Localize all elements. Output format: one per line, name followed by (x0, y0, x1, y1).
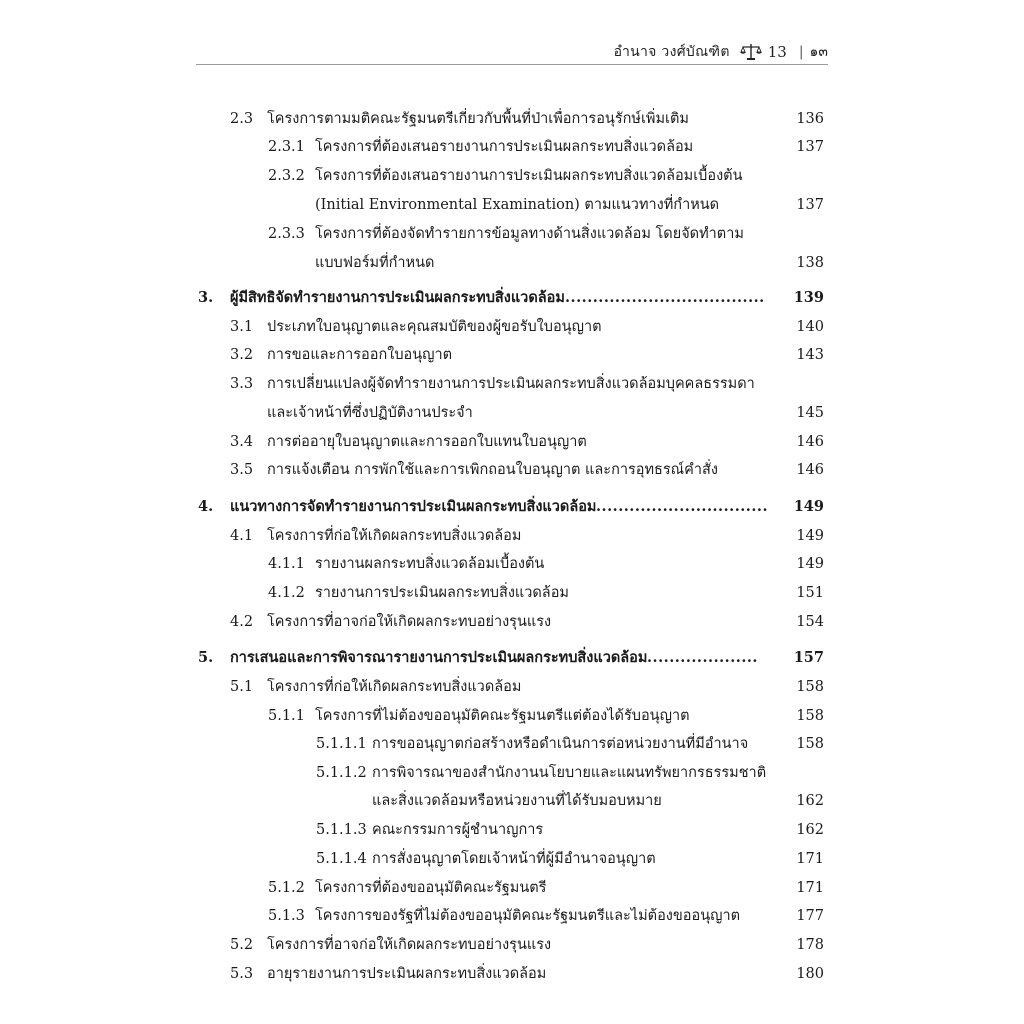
toc-entry-number: 2.3.1 (268, 139, 305, 155)
toc-entry-title: การสั่งอนุญาตโดยเจ้าหน้าที่ผู้มีอำนาจอนุญาต (372, 851, 656, 867)
toc-page-number: 149 (796, 556, 824, 572)
header-separator: | (798, 44, 804, 60)
toc-entry-title: โครงการที่ต้องเสนอรายงานการประเมินผลกระทบสิ่งแวดล้อม (315, 139, 694, 155)
toc-entry-title: การขออนุญาตก่อสร้างหรือดำเนินการต่อหน่วยงานที่มีอำนาจ (372, 736, 749, 752)
toc-entry-number: 5.1.3 (268, 908, 305, 924)
page-number-thai: ๑๓ (809, 44, 828, 60)
toc-page-number: 180 (796, 966, 824, 982)
toc-entry-title: โครงการที่อาจก่อให้เกิดผลกระทบอย่างรุนแรง (267, 614, 552, 630)
toc-entry-number: 5.1.1.3 (316, 822, 367, 838)
toc-chapter-row (0, 645, 1024, 671)
toc-page-number: 158 (796, 708, 824, 724)
toc-page-number: 171 (796, 851, 824, 867)
toc-page-number: 140 (796, 319, 824, 335)
page-number: 13 (767, 43, 787, 61)
toc-page-number: 149 (793, 498, 824, 515)
toc-entry-row (0, 609, 1024, 635)
toc-page-number: 149 (796, 528, 824, 544)
toc-entry-number: 2.3.2 (268, 168, 305, 184)
toc-entry-title: รายงานการประเมินผลกระทบสิ่งแวดล้อม (315, 585, 569, 601)
toc-entry-number: 3.4 (230, 434, 254, 450)
toc-entry-title: การเสนอและการพิจารณารายงานการประเมินผลกระทบสิ่งแวดล้อม (230, 649, 648, 666)
toc-entry-title: โครงการที่ต้องเสนอรายงานการประเมินผลกระทบสิ่งแวดล้อมเบื้องต้น (315, 168, 743, 184)
toc-entry-row (0, 551, 1024, 577)
toc-entry-row (0, 760, 1024, 786)
toc-entry-number: 4.1 (230, 528, 254, 544)
toc-page-number: 162 (796, 822, 824, 838)
toc-leader-dots: .................... (647, 649, 758, 666)
toc-entry-title: การเปลี่ยนแปลงผู้จัดทำรายงานการประเมินผลกระทบสิ่งแวดล้อมบุคคลธรรมดา (267, 376, 755, 392)
toc-entry-row (0, 903, 1024, 929)
toc-entry-number: 5.1.1.2 (316, 765, 367, 781)
toc-page-number: 177 (796, 908, 824, 924)
toc-page-number: 146 (796, 434, 824, 450)
toc-entry-row (0, 106, 1024, 132)
toc-entry-number: 3. (198, 289, 214, 306)
toc-entry-row (0, 163, 1024, 189)
toc-entry-number: 5.1.1.1 (316, 736, 367, 752)
toc-entry-title: โครงการที่ก่อให้เกิดผลกระทบสิ่งแวดล้อม (267, 679, 522, 695)
toc-entry-row (0, 703, 1024, 729)
toc-entry-title: อายุรายงานการประเมินผลกระทบสิ่งแวดล้อม (267, 966, 547, 982)
toc-entry-number: 4. (198, 498, 214, 515)
toc-page-number: 139 (793, 289, 824, 306)
toc-entry-number: 2.3 (230, 111, 254, 127)
toc-entry-title: ผู้มีสิทธิจัดทำรายงานการประเมินผลกระทบสิ่งแวดล้อม (230, 289, 565, 306)
toc-entry-row (0, 580, 1024, 606)
toc-entry-row (0, 457, 1024, 483)
toc-entry-row (0, 674, 1024, 700)
toc-page-number: 151 (796, 585, 824, 601)
toc-entry-row (0, 221, 1024, 247)
toc-entry-row (0, 192, 1024, 218)
toc-page-number: 137 (796, 139, 824, 155)
toc-entry-row (0, 817, 1024, 843)
toc-entry-number: 3.1 (230, 319, 254, 335)
toc-entry-row (0, 932, 1024, 958)
toc-entry-title: โครงการตามมติคณะรัฐมนตรีเกี่ยวกับพื้นที่ป่าเพื่อการอนุรักษ์เพิ่มเติม (267, 111, 689, 127)
toc-entry-number: 3.5 (230, 462, 254, 478)
toc-entry-title: รายงานผลกระทบสิ่งแวดล้อมเบื้องต้น (315, 556, 545, 572)
toc-leader-dots: .................................... (565, 289, 765, 306)
toc-entry-row (0, 875, 1024, 901)
toc-page-number: 143 (796, 347, 824, 363)
toc-entry-title: (Initial Environmental Examination) ตามแนวทางที่กำหนด (315, 197, 720, 213)
toc-entry-title: คณะกรรมการผู้ชำนาญการ (372, 822, 544, 838)
toc-chapter-row (0, 494, 1024, 520)
toc-entry-title: โครงการที่ไม่ต้องขออนุมัติคณะรัฐมนตรีแต่ต้องได้รับอนุญาต (315, 708, 690, 724)
toc-entry-number: 4.1.2 (268, 585, 305, 601)
toc-entry-row (0, 429, 1024, 455)
toc-entry-title: โครงการที่ต้องขออนุมัติคณะรัฐมนตรี (315, 880, 547, 896)
toc-leader-dots: ............................... (596, 498, 768, 515)
toc-page-number: 158 (796, 679, 824, 695)
toc-entry-title: การพิจารณาของสำนักงานนโยบายและแผนทรัพยากรธรรมชาติ (372, 765, 767, 781)
toc-entry-title: โครงการของรัฐที่ไม่ต้องขออนุมัติคณะรัฐมนตรีและไม่ต้องขออนุญาต (315, 908, 741, 924)
toc-entry-number: 5.3 (230, 966, 254, 982)
toc-page-number: 154 (796, 614, 824, 630)
toc-entry-number: 5.1.1.4 (316, 851, 367, 867)
toc-page-number: 171 (796, 880, 824, 896)
toc-page-number: 138 (796, 255, 824, 271)
toc-entry-title: โครงการที่ต้องจัดทำรายการข้อมูลทางด้านสิ่งแวดล้อม โดยจัดทำตาม (315, 226, 744, 242)
toc-page-number: 136 (796, 111, 824, 127)
toc-chapter-row (0, 285, 1024, 311)
toc-entry-title: แบบฟอร์มที่กำหนด (315, 255, 435, 271)
toc-page-number: 137 (796, 197, 824, 213)
toc-entry-number: 2.3.3 (268, 226, 305, 242)
toc-entry-title: ประเภทใบอนุญาตและคุณสมบัติของผู้ขอรับใบอนุญาต (267, 319, 602, 335)
toc-entry-title: โครงการที่ก่อให้เกิดผลกระทบสิ่งแวดล้อม (267, 528, 522, 544)
toc-page-number: 158 (796, 736, 824, 752)
author-name: อำนาจ วงศ์บัณฑิต (613, 44, 730, 60)
toc-page-number: 145 (796, 405, 824, 421)
toc-entry-title: แนวทางการจัดทำรายงานการประเมินผลกระทบสิ่งแวดล้อม (230, 498, 597, 515)
toc-entry-row (0, 731, 1024, 757)
toc-entry-title: การขอและการออกใบอนุญาต (267, 347, 453, 363)
toc-entry-row (0, 846, 1024, 872)
toc-entry-title: และเจ้าหน้าที่ซึ่งปฏิบัติงานประจำ (267, 405, 473, 421)
toc-entry-row (0, 134, 1024, 160)
toc-entry-title: การต่ออายุใบอนุญาตและการออกใบแทนใบอนุญาต (267, 434, 587, 450)
toc-entry-row (0, 400, 1024, 426)
toc-entry-title: และสิ่งแวดล้อมหรือหน่วยงานที่ได้รับมอบหมาย (372, 793, 662, 809)
toc-entry-row (0, 788, 1024, 814)
toc-entry-row (0, 371, 1024, 397)
toc-entry-row (0, 250, 1024, 276)
toc-entry-number: 5. (198, 649, 214, 666)
toc-entry-row (0, 523, 1024, 549)
toc-entry-row (0, 961, 1024, 987)
toc-entry-number: 5.1 (230, 679, 254, 695)
toc-entry-row (0, 314, 1024, 340)
toc-page-number: 146 (796, 462, 824, 478)
toc-entry-number: 5.1.1 (268, 708, 305, 724)
toc-page-number: 157 (793, 649, 824, 666)
toc-entry-number: 4.1.1 (268, 556, 305, 572)
toc-entry-number: 3.2 (230, 347, 254, 363)
toc-entry-title: โครงการที่อาจก่อให้เกิดผลกระทบอย่างรุนแรง (267, 937, 552, 953)
toc-entry-number: 3.3 (230, 376, 254, 392)
toc-entry-title: การแจ้งเตือน การพักใช้และการเพิกถอนใบอนุญาต และการอุทธรณ์คำสั่ง (267, 462, 718, 478)
toc-page-number: 162 (796, 793, 824, 809)
toc-entry-number: 4.2 (230, 614, 254, 630)
toc-entry-row (0, 342, 1024, 368)
toc-page-number: 178 (796, 937, 824, 953)
toc-entry-number: 5.2 (230, 937, 254, 953)
toc-entry-number: 5.1.2 (268, 880, 305, 896)
